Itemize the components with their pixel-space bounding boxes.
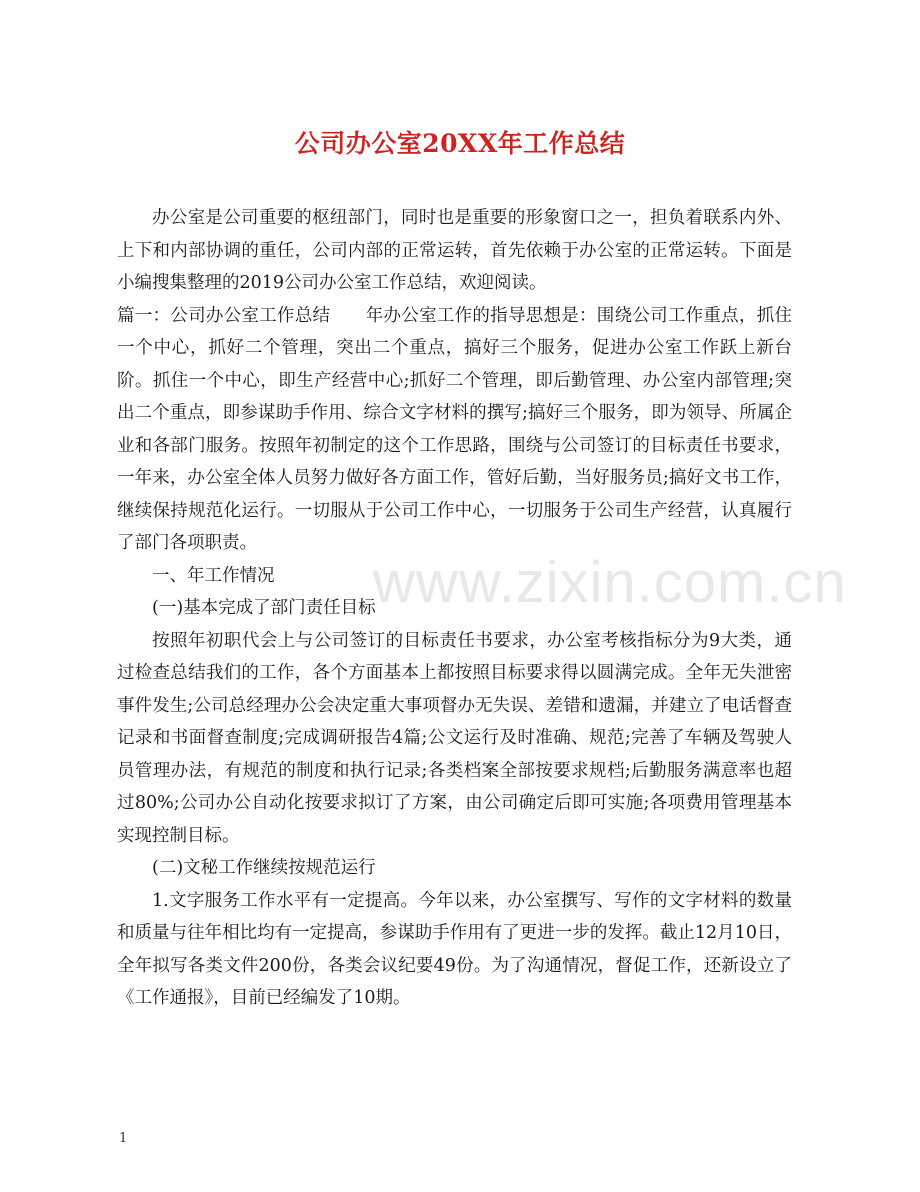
subsection-heading-1: (一)基本完成了部门责任目标 [152,598,376,618]
chapter-one-paragraph: 篇一：公司办公室工作总结 年办公室工作的指导思想是：围绕公司工作重点，抓住一个中心，抓好二个管理，突出二个重点，搞好三个服务，促进办公室工作跃上新台阶。抓住一个中心，即生产经营中心;抓好二个管理，即后勤管理、办公室内部管理;突出二个重点，即参谋助手作用、综合文字材料的撰写;搞好三个服务，即为领导、所属企业和各部门服务。按照年初制定的这个工作思路，围绕与公司签订的目标责任书要求，一年来，办公室全体人员努力做好各方面工作，管好后勤，当好服务员;搞好文书工作，继续保持规范化运行。一切服从于公司工作中心，一切服务于公司生产经营，认真履行了部门各项职责。 [117,305,792,553]
target-paragraph: 按照年初职代会上与公司签订的目标责任书要求，办公室考核指标分为9大类，通过检查总结我们的工作，各个方面基本上都按照目标要求得以圆满完成。全年无失泄密事件发生;公司总经理办公会决定重大事项督办无失误、差错和遗漏，并建立了电话督查记录和书面督查制度;完成调研报告4篇;公文运行及时准确、规范;完善了车辆及驾驶人员管理办法，有规范的制度和执行记录;各类档案全部按要求规档;后勤服务满意率也超过80%;公司办公自动化按要求拟订了方案，由公司确定后即可实施;各项费用管理基本实现控制目标。 [117,630,792,846]
document-body [117,202,792,1015]
page-number: 1 [119,1131,128,1146]
writing-service-paragraph: 1.文字服务工作水平有一定提高。今年以来，办公室撰写、写作的文字材料的数量和质量与往年相比均有一定提高，参谋助手作用有了更进一步的发挥。截止12月10日，全年拟写各类文件200份，各类会议纪要49份。为了沟通情况，督促工作，还新设立了《工作通报》，目前已经编发了10期。 [117,890,792,1008]
intro-paragraph: 办公室是公司重要的枢纽部门，同时也是重要的形象窗口之一，担负着联系内外、上下和内部协调的重任，公司内部的正常运转，首先依赖于办公室的正常运转。下面是小编搜集整理的2019公司办公室工作总结，欢迎阅读。 [117,208,792,293]
section-heading: 一、年工作情况 [152,565,275,586]
subsection-heading-2: (二)文秘工作继续按规范运行 [152,858,376,878]
document-title: 公司办公室20XX年工作总结 [294,129,626,158]
watermark-text: www.zixin.com.cn [373,550,847,615]
